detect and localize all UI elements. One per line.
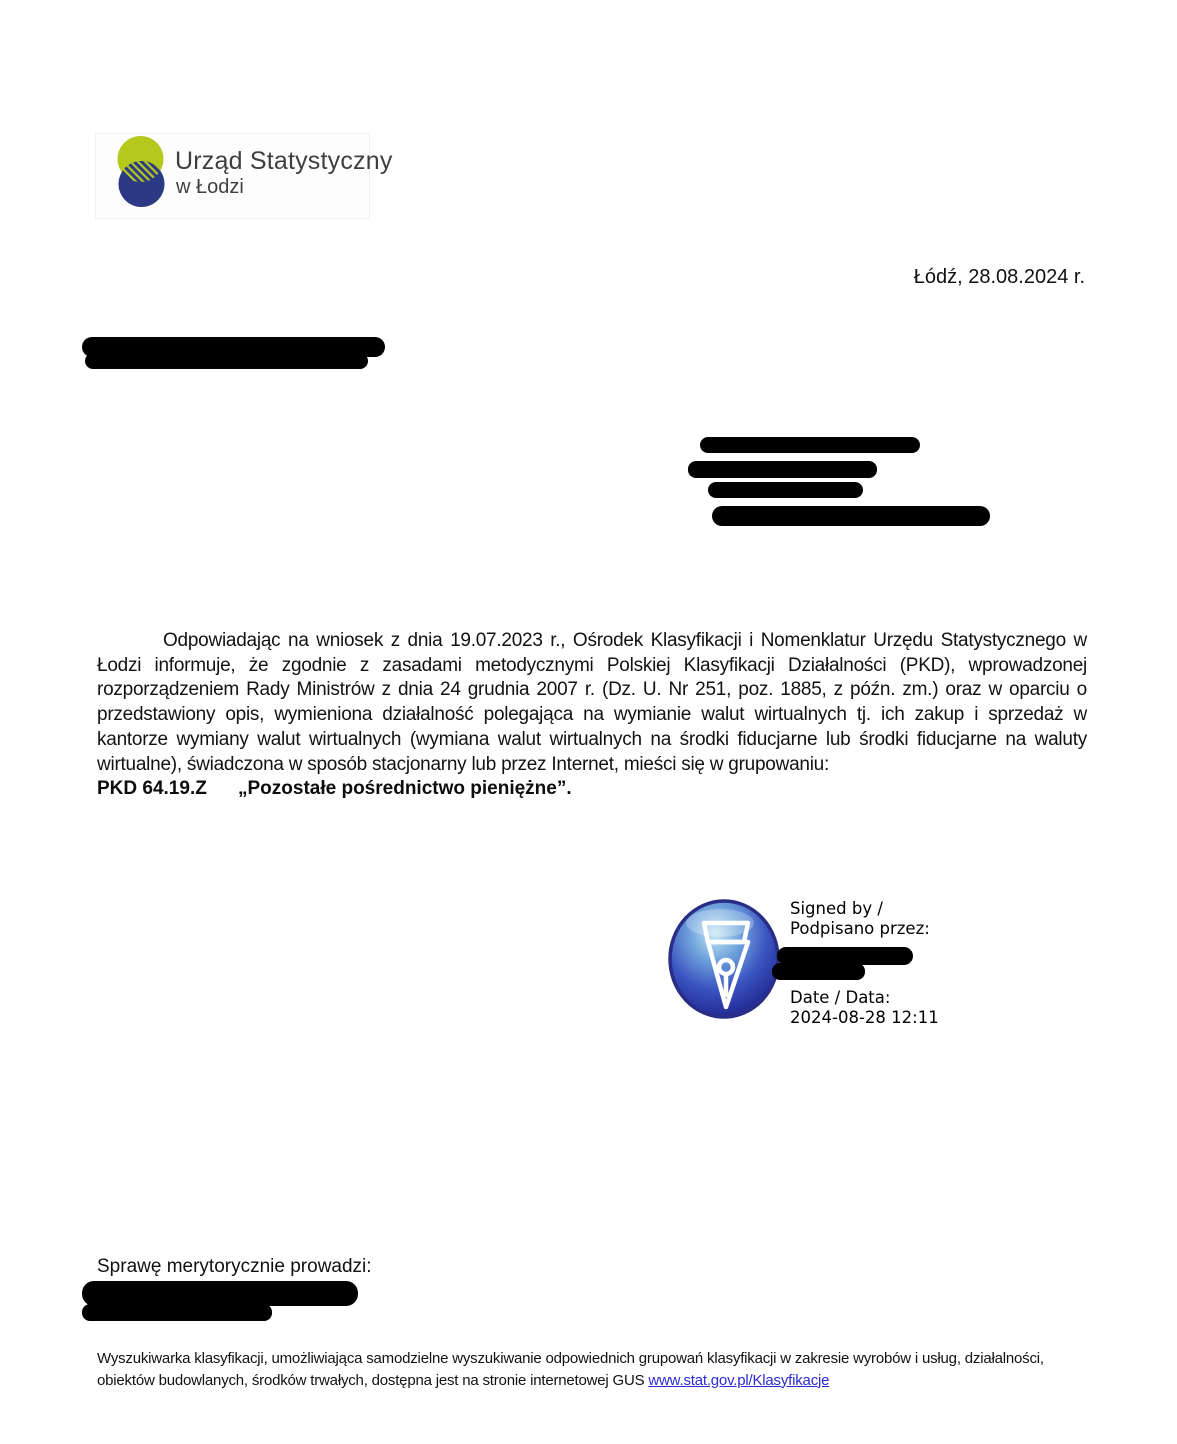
signature-date-value: 2024-08-28 12:11	[790, 1007, 939, 1027]
signed-by-line1: Signed by /	[790, 899, 883, 918]
pkd-code: PKD 64.19.Z	[97, 778, 207, 800]
pkd-label: „Pozostałe pośrednictwo pieniężne”.	[238, 778, 572, 800]
redacted-signer-name-line-2	[772, 963, 865, 980]
signed-by-line2: Podpisano przez:	[790, 919, 930, 938]
footer-note	[97, 1348, 1089, 1391]
redacted-recipient-line-1	[700, 437, 920, 453]
body-paragraph: Odpowiadając na wniosek z dnia 19.07.2023 r., Ośrodek Klasyfikacji i Nomenklatur Urzędu Statystycznego w Łodzi informuje, że zgodnie z zasadami metodycznymi Polskiej Klasyfikacji Działalności (PKD), wprowadzonej rozporządzeniem Rady Ministrów z dnia 24 grudnia 2007 r. (Dz. U. Nr 251, poz. 1885, z późn. zm.) oraz w oparciu o przedstawiony opis, wymieniona działalność polegająca na wymianie walut wirtualnych tj. ich zakup i sprzedaż w kantorze wymiany walut wirtualnych (wymiana walut wirtualnych na środki fiducjarne lub środki fiducjarne na waluty wirtualne), świadczona w sposób stacjonarny lub przez Internet, mieści się w grupowaniu:	[97, 630, 1087, 775]
org-location: w Łodzi	[176, 176, 244, 198]
redacted-handler-line-1	[82, 1281, 358, 1306]
digital-signature-stamp-icon	[668, 897, 780, 1023]
redacted-recipient-line-3	[708, 482, 863, 498]
footer-text: Wyszukiwarka klasyfikacji, umożliwiająca samodzielne wyszukiwanie odpowiednich grupowań klasyfikacji w zakresie wyrobów i usług, działalności, obiektów budowlanych, środków trwałych, dostępna jest na stronie internetowej GUS	[97, 1350, 1044, 1389]
redacted-handler-line-2	[82, 1304, 272, 1321]
signature-date-label: Date / Data:	[790, 988, 891, 1007]
redacted-reference-line-2	[85, 353, 368, 369]
redacted-recipient-line-4	[712, 506, 990, 526]
letter-body	[97, 629, 1087, 802]
redacted-recipient-line-2	[688, 461, 877, 478]
signed-by-label	[790, 899, 930, 939]
org-name: Urząd Statystyczny	[175, 147, 393, 175]
dateline: Łódź, 28.08.2024 r.	[913, 266, 1085, 288]
case-handler-label: Sprawę merytorycznie prowadzi:	[97, 1256, 372, 1277]
letterhead	[95, 133, 393, 219]
pkd-classification-line	[97, 777, 1087, 802]
signature-date-block	[790, 988, 939, 1027]
classification-search-link[interactable]: www.stat.gov.pl/Klasyfikacje	[648, 1371, 830, 1389]
